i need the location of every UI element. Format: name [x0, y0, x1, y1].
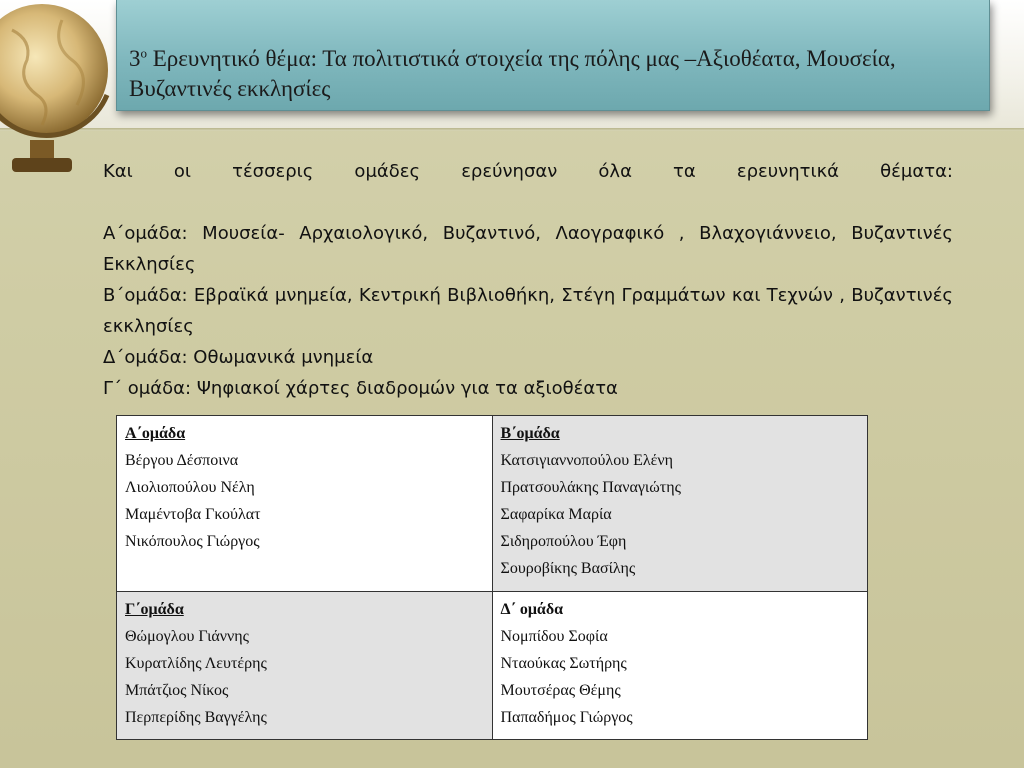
- group-cell-d: [492, 592, 868, 740]
- group-c-member: Κυρατλίδης Λευτέρης: [125, 655, 267, 673]
- assignment-b: Β΄ομάδα: Εβραϊκά μνημεία, Κεντρική Βιβλιοθήκη, Στέγη Γραμμάτων και Τεχνών , Βυζαντινές εκκλησίες: [103, 285, 953, 337]
- group-b-member: Πρατσουλάκης Παναγιώτης: [500, 479, 681, 496]
- group-a-member: Μαμέντοβα Γκούλατ: [125, 506, 261, 523]
- title-superscript: ο: [140, 45, 147, 61]
- group-a-heading: Α΄ομάδα: [125, 425, 186, 442]
- group-d-member: Νομπίδου Σοφία: [500, 628, 608, 646]
- group-d-member: Παπαδήμος Γιώργος: [500, 709, 633, 727]
- title-banner: [116, 0, 990, 111]
- group-d-member: Μουτσέρας Θέμης: [500, 682, 621, 700]
- groups-table: [116, 415, 868, 740]
- group-c-member: Μπάτζιος Νίκος: [125, 682, 229, 700]
- group-d-heading: Δ΄ ομάδα: [500, 601, 564, 619]
- slide-title: [129, 44, 979, 104]
- group-cell-a: [117, 416, 493, 592]
- title-text: Ερευνητικό θέμα: Τα πολιτιστικά στοιχεία της πόλης μας –Αξιοθέατα, Μουσεία, Βυζαντινές εκκλησίες: [129, 46, 896, 101]
- group-c-member: Περπερίδης Βαγγέλης: [125, 709, 267, 727]
- group-cell-b: [492, 416, 868, 592]
- assignment-d: Δ΄ομάδα: Οθωμανικά μνημεία: [103, 347, 374, 368]
- intro-line: Και οι τέσσερις ομάδες ερεύνησαν όλα τα ερευνητικά θέματα:: [103, 161, 953, 182]
- group-a-member: Λιολιοπούλου Νέλη: [125, 479, 255, 496]
- group-d-member: Νταούκας Σωτήρης: [500, 655, 627, 673]
- body-text: [103, 156, 953, 404]
- group-a-member: Βέργου Δέσποινα: [125, 452, 239, 469]
- group-c-member: Θώμογλου Γιάννης: [125, 628, 249, 646]
- title-number: 3: [129, 46, 141, 71]
- group-b-member: Σουροβίκης Βασίλης: [500, 560, 636, 577]
- group-b-member: Κατσιγιαννοπούλου Ελένη: [500, 452, 673, 469]
- group-b-member: Σιδηροπούλου Έφη: [500, 533, 627, 550]
- header-divider: [0, 128, 1024, 131]
- group-c-heading: Γ΄ομάδα: [125, 601, 184, 619]
- group-b-heading: Β΄ομάδα: [500, 425, 560, 442]
- assignment-a: Α΄ομάδα: Μουσεία- Αρχαιολογικό, Βυζαντινό, Λαογραφικό , Βλαχογιάννειο, Βυζαντινές Εκκλησίες: [103, 223, 953, 275]
- group-cell-c: [117, 592, 493, 740]
- assignment-c: Γ΄ ομάδα: Ψηφιακοί χάρτες διαδρομών για τα αξιοθέατα: [103, 378, 618, 399]
- globe-icon: [0, 0, 122, 180]
- group-b-member: Σαφαρίκα Μαρία: [500, 506, 612, 523]
- group-a-member: Νικόπουλος Γιώργος: [125, 533, 260, 550]
